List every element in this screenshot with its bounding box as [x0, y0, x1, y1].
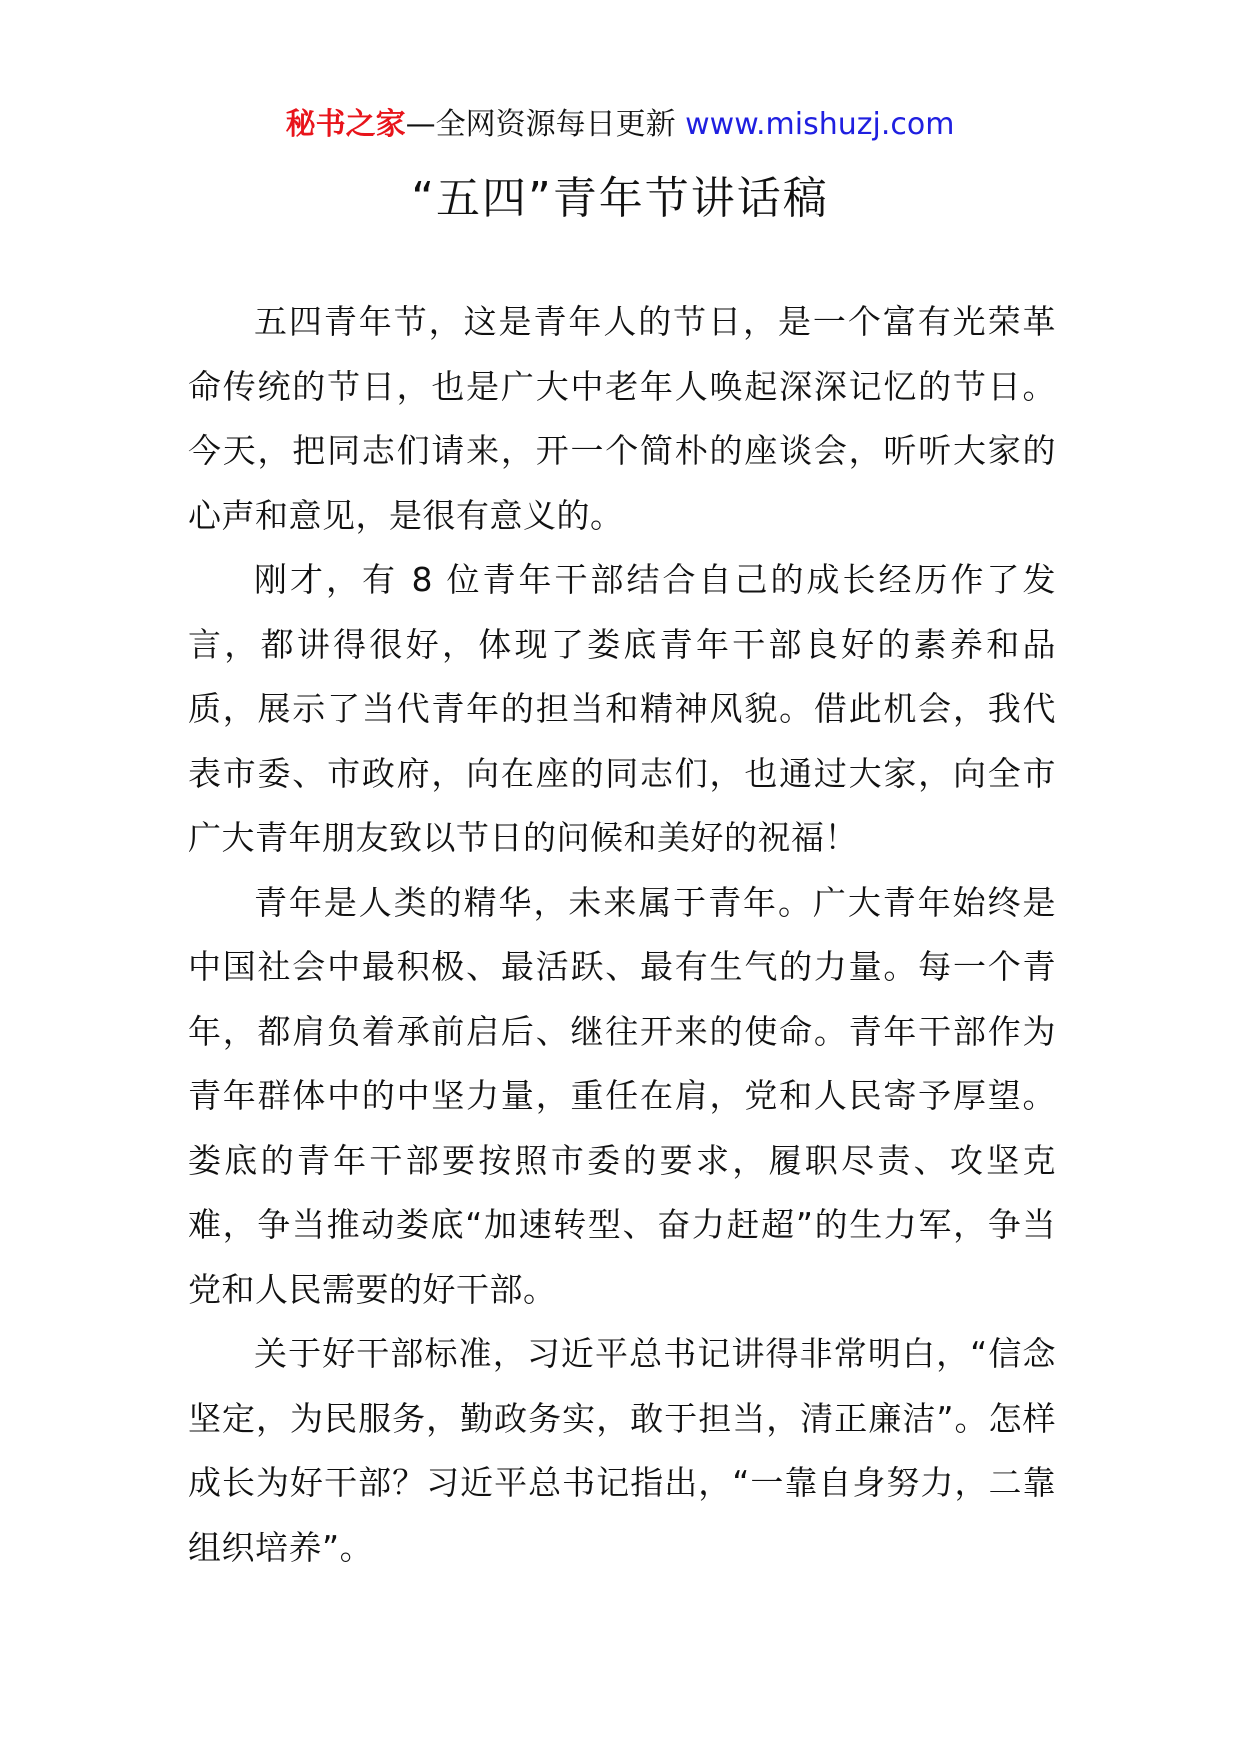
- document-title: “五四”青年节讲话稿: [411, 173, 829, 224]
- brand-name: 秘书之家: [285, 107, 406, 142]
- paragraph-1: 五四青年节，这是青年人的节日，是一个富有光荣革命传统的节日，也是广大中老年人唤起深深记忆的节日。今天，把同志们请来，开一个简朴的座谈会，听听大家的心声和意见，是很有意义的。: [188, 302, 1056, 535]
- paragraph-4: 关于好干部标准，习近平总书记讲得非常明白，“信念坚定，为民服务，勤政务实，敢于担当，清正廉洁”。怎样成长为好干部？习近平总书记指出，“一靠自身努力，二靠组织培养”。: [188, 1334, 1056, 1567]
- site-header: [0, 104, 1240, 146]
- document-body: [188, 290, 1056, 1580]
- paragraph-3: 青年是人类的精华，未来属于青年。广大青年始终是中国社会中最积极、最活跃、最有生气的力量。每一个青年，都肩负着承前启后、继往开来的使命。青年干部作为青年群体中的中坚力量，重任在肩，党和人民寄予厚望。娄底的青年干部要按照市委的要求，履职尽责、攻坚克难，争当推动娄底“加速转型、奋力赶超”的生力军，争当党和人民需要的好干部。: [188, 882, 1056, 1309]
- paragraph-2: 刚才，有 8 位青年干部结合自己的成长经历作了发言，都讲得很好，体现了娄底青年干部良好的素养和品质，展示了当代青年的担当和精神风貌。借此机会，我代表市委、市政府，向在座的同志们，也通过大家，向全市广大青年朋友致以节日的问候和美好的祝福！: [188, 560, 1056, 857]
- header-slogan: —全网资源每日更新: [405, 107, 686, 142]
- site-url-link[interactable]: www.mishuzj.com: [685, 107, 955, 142]
